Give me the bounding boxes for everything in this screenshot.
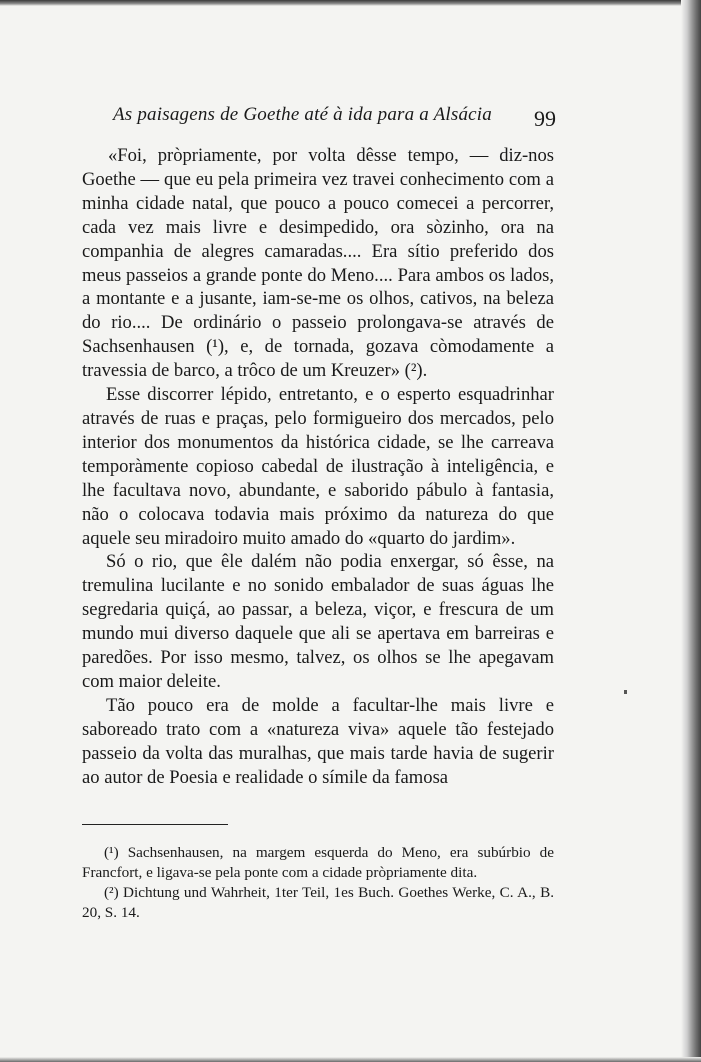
- page-number: 99: [534, 106, 556, 131]
- body-text: [82, 144, 554, 789]
- footnote-2: (²) Dichtung und Wahrheit, 1ter Teil, 1es Buch. Goethes Werke, C. A., B. 20, S. 14.: [82, 884, 554, 921]
- page-speck: [624, 690, 627, 694]
- page-bottom-edge: [0, 1057, 701, 1062]
- paragraph: Esse discorrer lépido, entretanto, e o esperto esquadrinhar através de ruas e praças, pelo formigueiro dos mercados, pelo interior dos monumentos da histórica cidade, se lhe carreava temporàmente copioso cabedal de ilustração à inteligência, e lhe facultava novo, abundante, e saborido pábulo à fantasia, não o colocava todavia mais próximo da natureza do que aquele seu miradoiro muito amado do «quarto do jardim».: [82, 384, 554, 549]
- footnote-1: (¹) Sachsenhausen, na margem esquerda do Meno, era subúrbio de Francfort, e ligava-se pela ponte com a cidade pròpriamente dita.: [82, 844, 554, 881]
- paragraph: Só o rio, que êle dalém não podia enxergar, só êsse, na tremulina lucilante e no sonido embalador de suas águas lhe segredaria quiçá, ao passar, a beleza, viçor, e frescura de um mundo mui diverso daquele que ali se apertava em barreiras e paredões. Por isso mesmo, talvez, os olhos se lhe apegavam com maior deleite.: [82, 551, 554, 692]
- running-head-title: As paisagens de Goethe até à ida para a Alsácia: [113, 104, 492, 125]
- page-gutter-edge: [681, 0, 701, 1062]
- paragraph: Tão pouco era de molde a facultar-lhe mais livre e saboreado trato com a «natureza viva» aquele tão festejado passeio da volta das muralhas, que mais tarde havia de sugerir ao autor de Poesia e realidade o símile da famosa: [82, 694, 554, 788]
- footnote-separator: [82, 824, 228, 825]
- footnotes: [82, 843, 554, 923]
- page-top-edge: [0, 0, 701, 6]
- paragraph: «Foi, pròpriamente, por volta dêsse tempo, — diz-nos Goethe — que eu pela primeira vez travei conhecimento com a minha cidade natal, que pouco a pouco comecei a percorrer, cada vez mais livre e desimpedido, ora sòzinho, ora na companhia de alegres camaradas.... Era sítio preferido dos meus passeios a grande ponte do Meno.... Para ambos os lados, a montante e a jusante, iam-se-me os olhos, cativos, na beleza do rio.... De ordinário o passeio prolongava-se através de Sachsenhausen (¹), e, de tornada, gozava còmodamente a travessia de barco, a trôco de um Kreuzer» (²).: [82, 145, 554, 382]
